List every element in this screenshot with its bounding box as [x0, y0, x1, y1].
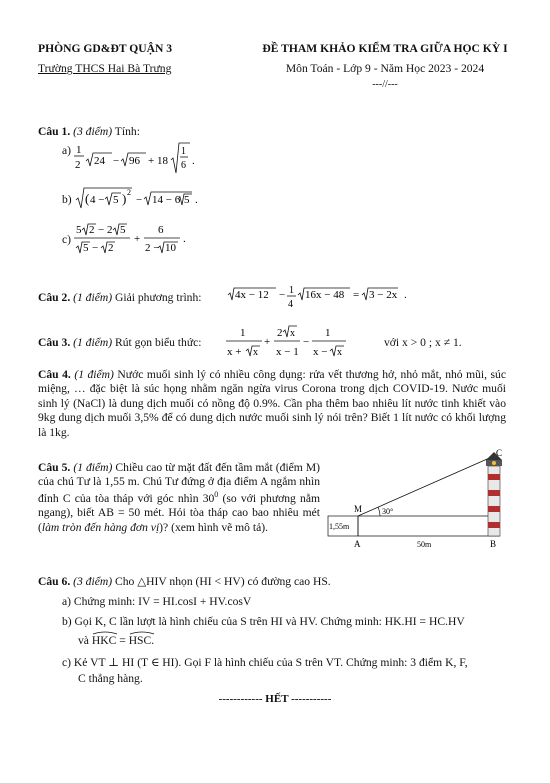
angle-label: 30° [382, 507, 394, 516]
svg-text:.: . [404, 289, 407, 301]
sight-line-to-top [358, 456, 494, 516]
q6-part-b-line2: và HKC = HSC . [78, 631, 154, 648]
svg-text:2: 2 [127, 188, 131, 197]
svg-text:x +: x + [227, 346, 242, 358]
q3-points: (1 điểm) [73, 336, 113, 349]
q5-text2-italic: làm tròn đến hàng đơn vị [41, 520, 160, 534]
svg-text:96: 96 [129, 155, 140, 167]
svg-text:5: 5 [83, 242, 89, 254]
q1c-label: c) [62, 233, 72, 246]
svg-text:4 −: 4 − [90, 194, 105, 206]
q6-part-a: a) Chứng minh: IV = HI.cosI + HV.cosV [62, 595, 252, 608]
svg-text:x −: x − [313, 346, 328, 358]
q1b-formula [74, 184, 214, 212]
point-a-label: A [354, 539, 361, 549]
svg-text:5: 5 [184, 194, 190, 206]
q5-label: Câu 5. [38, 461, 71, 474]
q2-label: Câu 2. [38, 291, 71, 304]
header-divider: ---//--- [372, 78, 398, 90]
q5-text1: Chiều cao từ mặt đất đến tầm mắt (điểm M) của chú Tư là 1,55 m. Chú Tư đứng ở địa điểm A ngắm nhìn đỉnh C của tòa tháp với góc nhìn 30 [38, 461, 320, 505]
svg-text:5: 5 [113, 194, 119, 206]
question-1 [38, 125, 508, 139]
svg-text:1: 1 [240, 327, 246, 339]
angle-hkc: HKC [91, 634, 117, 647]
end-marker: ------------ HẾT ----------- [218, 693, 332, 705]
q1-points: (3 điểm) [73, 125, 113, 138]
svg-text:5: 5 [76, 224, 82, 236]
header-right [240, 42, 530, 91]
svg-text:2: 2 [89, 224, 95, 236]
q2-equation [226, 283, 416, 313]
q1-text: Tính: [114, 125, 140, 138]
q6-part-c-line1: c) Kẻ VT ⊥ HI (T ∈ HI). Gọi F là hình chiếu của S trên VT. Chứng minh: 3 điểm K, F, [62, 656, 468, 669]
svg-text:+: + [134, 233, 141, 245]
svg-text:x: x [290, 328, 295, 339]
q3-expression [226, 323, 356, 361]
subject-line: Môn Toán - Lớp 9 - Năm Học 2023 - 2024 [285, 62, 485, 76]
exam-title: ĐỀ THAM KHẢO KIỂM TRA GIỮA HỌC KỲ I [262, 42, 508, 55]
point-c-label: C [496, 448, 503, 458]
svg-text:5: 5 [120, 224, 126, 236]
q3-condition: với x > 0 ; x ≠ 1. [384, 336, 462, 349]
svg-text:14 − 6: 14 − 6 [152, 194, 181, 206]
q4-text: Nước muối sinh lý có nhiều công dụng: rửa vết thương hở, nhỏ mắt, nhỏ mũi, súc miệng, … đặc biệt là súc họng nhằm ngăn ngừa virus Corona trong dịch COVID-19. Nước muối sinh lý (NaCl) là dung dịch muối có nồng độ 0.9%. Cần pha thêm bao nhiêu lít nước tinh khiết vào 9kg dung dịch muối 3,5% để có dung dịch nước muối sinh lý nói trên? Biết 1 lít nước có khối lượng là 1kg. [38, 368, 506, 439]
svg-text:2: 2 [277, 327, 283, 339]
q2-points: (1 điểm) [73, 291, 113, 304]
school-name: Trường THCS Hai Bà Trưng [38, 62, 172, 76]
q5-text2-end: )? [159, 520, 169, 534]
svg-text:2 −: 2 − [145, 242, 160, 254]
svg-text:.: . [195, 194, 198, 206]
q3-text: Rút gọn biểu thức: [115, 336, 202, 349]
q1a-label: a) [62, 144, 72, 157]
svg-text:1: 1 [289, 285, 294, 296]
distance-label: 50m [417, 540, 432, 549]
svg-text:+ 18: + 18 [148, 155, 168, 167]
q4-label: Câu 4. [38, 368, 71, 381]
svg-text:6: 6 [181, 160, 186, 171]
q4-points: (1 điểm) [74, 368, 114, 381]
q3-label: Câu 3. [38, 336, 71, 349]
q5-text2: (so với phương nằm ngang), biết AB = 50 mét. Hỏi tòa tháp cao bao nhiêu mét ( [38, 491, 321, 534]
question-5: Câu 5. (1 điểm) Chiều cao từ mặt đất đến tầm mắt (điểm M) của chú Tư là 1,55 m. Chú Tư đứng ở địa điểm A ngắm nhìn đỉnh C của tòa tháp với góc nhìn $30^0$ (so với phương nằm ngang), biết AB = 50 mét. Hỏi tòa tháp cao bao nhiêu mét (làm tròn đến hàng đơn vị)? (xem hình vẽ mô tả). [38, 461, 321, 534]
svg-text:16x − 48: 16x − 48 [305, 289, 345, 301]
svg-text:+: + [264, 336, 271, 348]
angle-arc [378, 507, 380, 516]
q6-label: Câu 6. [38, 575, 71, 588]
svg-text:10: 10 [165, 242, 176, 254]
svg-text:−: − [279, 289, 286, 301]
svg-text:.: . [183, 233, 186, 245]
q6-b-and: và [78, 634, 89, 647]
point-m-label: M [354, 504, 363, 514]
svg-text:−: − [113, 155, 120, 167]
height-label: 1,55m [329, 522, 350, 531]
tower-figure [322, 444, 512, 554]
q5-points: (1 điểm) [73, 461, 113, 474]
svg-text:3 − 2x: 3 − 2x [369, 289, 398, 301]
svg-text:−: − [303, 336, 310, 348]
q1c-formula [74, 220, 214, 260]
svg-text:4x − 12: 4x − 12 [235, 289, 269, 301]
svg-text:2: 2 [75, 159, 81, 171]
svg-text:4: 4 [288, 299, 293, 310]
svg-text:x: x [337, 347, 342, 358]
svg-text:6: 6 [158, 224, 164, 236]
angle-hsc: HSC [129, 631, 152, 648]
svg-text:x: x [253, 347, 258, 358]
tower-icon [486, 452, 502, 536]
q1-label: Câu 1. [38, 125, 71, 138]
svg-text:2: 2 [108, 242, 114, 254]
svg-text:− 2: − 2 [98, 224, 113, 236]
svg-text:1: 1 [76, 144, 82, 156]
svg-text:−: − [92, 242, 99, 254]
point-b-label: B [490, 539, 497, 549]
q5-text3: (xem hình vẽ mô tả). [171, 520, 269, 534]
question-4 [38, 368, 506, 440]
svg-text:): ) [122, 191, 127, 206]
q6-points: (3 điểm) [73, 575, 113, 588]
q2-text: Giải phương trình: [115, 291, 202, 304]
svg-text:x − 1: x − 1 [276, 346, 299, 358]
svg-text:.: . [192, 155, 195, 167]
svg-text:1: 1 [181, 146, 186, 157]
q6-part-b-line1: b) Gọi K, C lần lượt là hình chiếu của S trên HI và HV. Chứng minh: HK.HI = HC.HV [62, 615, 465, 628]
department-name: PHÒNG GD&ĐT QUẬN 3 [38, 42, 173, 55]
svg-text:=: = [353, 289, 360, 301]
header-left [38, 42, 218, 77]
svg-text:1: 1 [325, 327, 331, 339]
question-6 [38, 575, 508, 589]
q6-text: Cho △HIV nhọn (HI < HV) có đường cao HS. [115, 575, 331, 588]
q1b-label: b) [62, 193, 72, 206]
q1a-formula [74, 140, 204, 176]
q6-part-c-line2: C thẳng hàng. [78, 672, 143, 685]
svg-text:(: ( [85, 191, 90, 206]
svg-text:24: 24 [94, 155, 105, 167]
svg-text:−: − [136, 194, 143, 206]
